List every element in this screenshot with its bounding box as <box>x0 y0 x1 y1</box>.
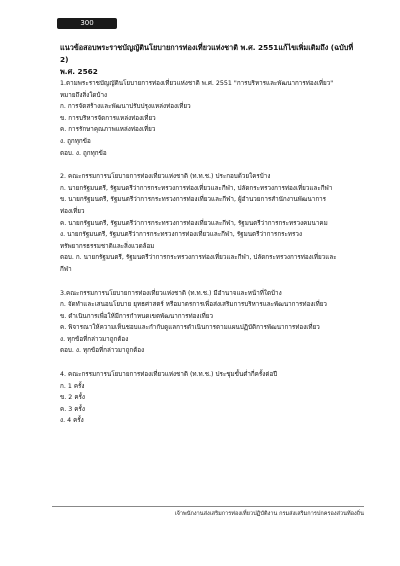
question-text: 3.คณะกรรมการนโยบายการท่องเที่ยวแห่งชาติ (ท.ท.ช.) มีอำนาจและหน้าที่ใดบ้าง <box>60 289 282 297</box>
answer-choice: ง. ทุกข้อที่กล่าวมาถูกต้อง <box>60 335 129 343</box>
answer-choice: ท่องเที่ยว <box>60 207 85 215</box>
answer-choice: ก. นายกรัฐมนตรี, รัฐมนตรีว่าการกระทรวงการท่องเที่ยวและกีฬา, ปลัดกระทรวงการท่องเที่ยวและกีฬา <box>60 184 333 192</box>
answer-choice: ง. ถูกทุกข้อ <box>60 137 91 145</box>
answer-choice: ง. นายกรัฐมนตรี, รัฐมนตรีว่าการกระทรวงการท่องเที่ยวและกีฬา, รัฐมนตรีว่าการกระทรวง <box>60 231 303 239</box>
answer-key: ตอบ. ง. ทุกข้อที่กล่าวมาถูกต้อง <box>60 347 145 355</box>
answer-choice: ข. 2 ครั้ง <box>60 394 85 402</box>
answer-key: กีฬา <box>60 265 72 273</box>
answer-choice: ค. 3 ครั้ง <box>60 405 85 413</box>
answer-choice: ค. การรักษาคุณภาพแหล่งท่องเที่ยว <box>60 126 156 134</box>
answer-key: ตอบ. ก. นายกรัฐมนตรี, รัฐมนตรีว่าการกระทรวงการท่องเที่ยวและกีฬา, ปลัดกระทรวงการท่องเที่ยวและ <box>60 254 337 262</box>
document-body <box>60 42 360 427</box>
answer-choice: ค. นายกรัฐมนตรี, รัฐมนตรีว่าการกระทรวงการท่องเที่ยวและกีฬา, รัฐมนตรีว่าการกระทรวงคมนาคม <box>60 219 328 227</box>
question-text: 1.ตามพระราชบัญญัตินโยบายการท่องเที่ยวแห่งชาติ พ.ศ. 2551 "การบริหารและพัฒนาการท่องเที่ยว" <box>60 80 334 87</box>
question-2 <box>60 171 360 275</box>
answer-choice: ทรัพยากรธรรมชาติและสิ่งแวดล้อม <box>60 242 155 250</box>
spacer <box>60 276 360 288</box>
footer-divider <box>52 506 364 507</box>
document-title-line1: แนวข้อสอบพระราชบัญญัตินโยบายการท่องเที่ยวแห่งชาติ พ.ศ. 2551แก้ไขเพิ่มเติมถึง (ฉบับที่ 2) <box>60 43 354 64</box>
question-text: 2. คณะกรรมการนโยบายการท่องเที่ยวแห่งชาติ (ท.ท.ช.) ประกอบด้วยใครบ้าง <box>60 173 271 181</box>
answer-choice: ก. การจัดสร้างและพัฒนาปรับปรุงแหล่งท่องเที่ยว <box>60 103 191 111</box>
answer-choice: ง. 4 ครั้ง <box>60 417 84 425</box>
answer-choice: ค. พิจารณาให้ความเห็นชอบและกำกับดูแลการดำเนินการตามแผนปฏิบัติการพัฒนาการท่องเที่ยว <box>60 324 320 332</box>
question-1 <box>60 78 360 159</box>
spacer <box>60 357 360 369</box>
page-number-tab: 300 <box>57 18 117 29</box>
question-4 <box>60 369 360 427</box>
answer-choice: ก. 1 ครั้ง <box>60 382 85 390</box>
question-text: หมายถึงสิ่งใดบ้าง <box>60 91 108 99</box>
spacer <box>60 159 360 171</box>
answer-choice: ก. จัดทำและเสนอนโยบาย ยุทธศาสตร์ หรือมาตรการเพื่อส่งเสริมการบริหารและพัฒนาการท่องเที่ยว <box>60 301 327 309</box>
answer-choice: ข. การบริหารจัดการแหล่งท่องเที่ยว <box>60 114 156 122</box>
question-3 <box>60 288 360 358</box>
answer-choice: ข. นายกรัฐมนตรี, รัฐมนตรีว่าการกระทรวงการท่องเที่ยวและกีฬา, ผู้อำนวยการสำนักงานพัฒนาการ <box>60 196 327 204</box>
question-text: 4. คณะกรรมการนโยบายการท่องเที่ยวแห่งชาติ (ท.ท.ช.) ประชุมขั้นต่ำกี่ครั้งต่อปี <box>60 371 278 379</box>
page-footer: เจ้าพนักงานส่งเสริมการท่องเที่ยวปฏิบัติงาน กรมส่งเสริมการปกครองส่วนท้องถิ่น <box>174 511 364 517</box>
answer-key: ตอบ. ง. ถูกทุกข้อ <box>60 149 107 157</box>
document-title-line2: พ.ศ. 2562 <box>60 67 98 76</box>
answer-choice: ข. ดำเนินการเพื่อให้มีการกำหนดเขตพัฒนาการท่องเที่ยว <box>60 312 214 320</box>
